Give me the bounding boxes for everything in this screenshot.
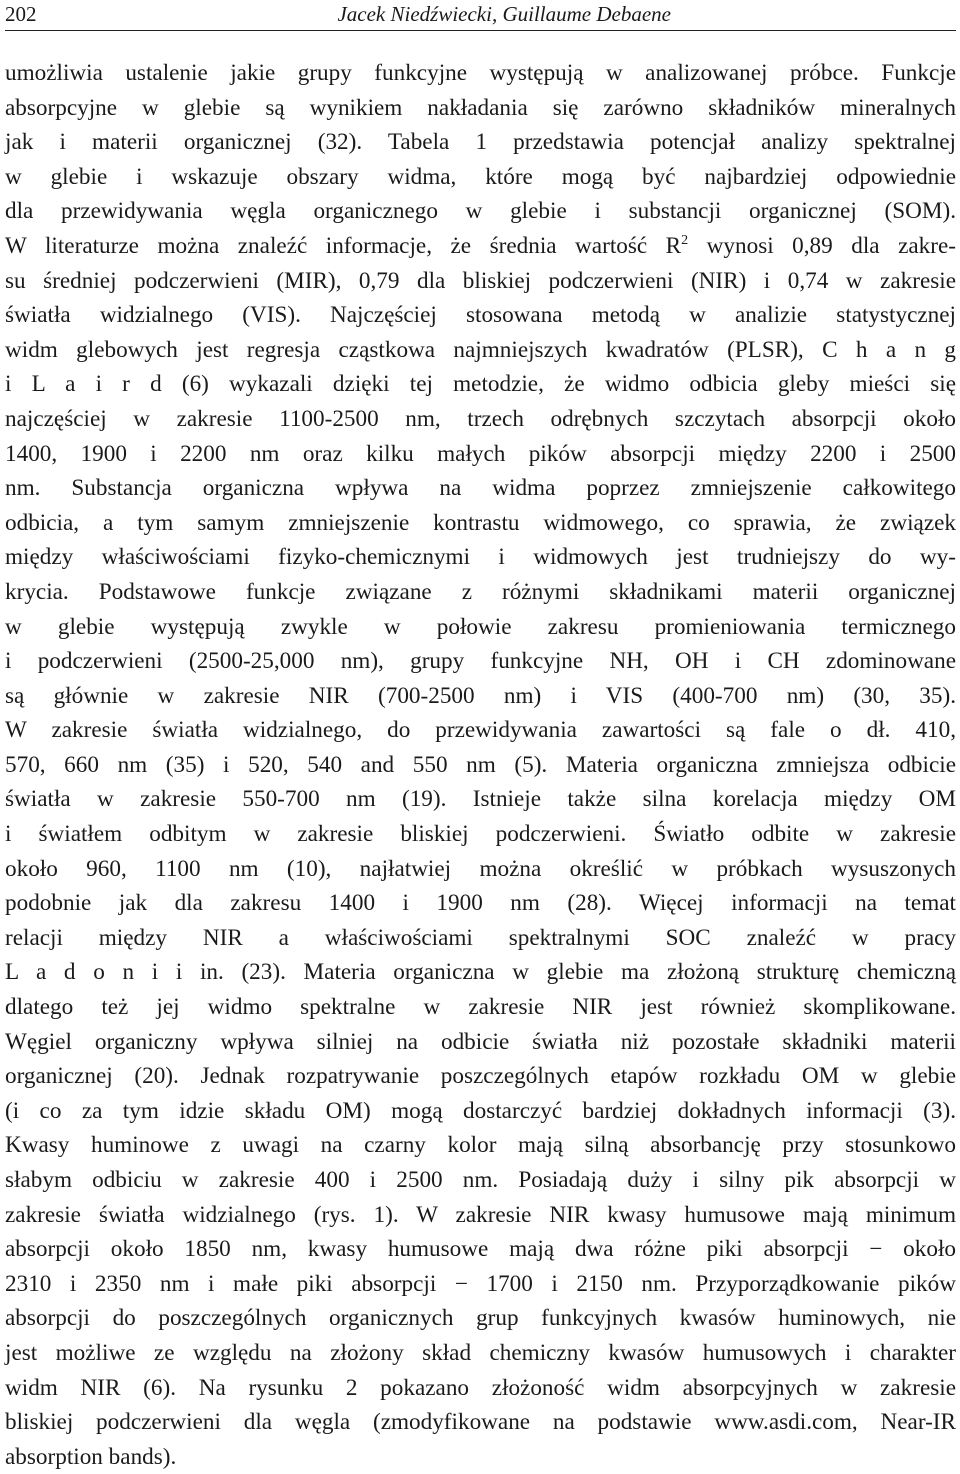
- text-line: w glebie i wskazuje obszary widma, które mogą być najbardziej odpowiednie: [5, 163, 956, 190]
- text-line: W zakresie światła widzialnego, do przewidywania zawartości są fale o dł. 410,: [5, 717, 956, 744]
- text-line: dla przewidywania węgla organicznego w glebie i substancji organicznej (SOM).: [5, 198, 956, 225]
- text-line: umożliwia ustalenie jakie grupy funkcyjne występują w analizowanej próbce. Funkcje: [5, 60, 956, 86]
- text-line: Węgiel organiczny wpływa silniej na odbicie światła niż pozostałe składniki materii: [5, 1028, 956, 1055]
- text-line: są głównie w zakresie NIR (700-2500 nm) i VIS (400-700 nm) (30, 35).: [5, 682, 956, 709]
- text-line: krycia. Podstawowe funkcje związane z różnymi składnikami materii organicznej: [5, 578, 956, 605]
- text-line: światła w zakresie 550-700 nm (19). Istnieje także silna korelacja między OM: [5, 786, 956, 813]
- page-number: 202: [5, 2, 37, 26]
- text-line: odbicia, a tym samym zmniejszenie kontrastu widmowego, co sprawia, że związek: [5, 509, 956, 536]
- text-line: absorption bands).: [5, 1443, 177, 1470]
- text-line: organicznej (20). Jednak rozpatrywanie poszczególnych etapów rozkładu OM w glebie: [5, 1063, 956, 1090]
- text-line: podobnie jak dla zakresu 1400 i 1900 nm (28). Więcej informacji na temat: [5, 890, 956, 917]
- text-run: W literaturze można znaleźć informacje, że średnia wartość R: [5, 232, 682, 259]
- text-line: jest możliwe ze względu na złożony skład chemiczny kwasów humusowych i charakter: [5, 1339, 956, 1366]
- text-line: absorpcji do poszczególnych organicznych grup funkcyjnych kwasów huminowych, nie: [5, 1305, 956, 1332]
- text-line: najczęściej w zakresie 1100-2500 nm, trzech odrębnych szczytach absorpcji około: [5, 405, 956, 432]
- text-line: między właściwościami fizyko-chemicznymi i widmowych jest trudniejszy do wy-: [5, 544, 956, 571]
- text-line: Kwasy huminowe z uwagi na czarny kolor mają silną absorbancję przy stosunkowo: [5, 1132, 956, 1159]
- text-line: jak i materii organicznej (32). Tabela 1 przedstawia potencjał analizy spektralnej: [5, 129, 956, 156]
- text-line: 570, 660 nm (35) i 520, 540 and 550 nm (5). Materia organiczna zmniejsza odbicie: [5, 751, 956, 778]
- page-header: [5, 0, 956, 31]
- text-line: światła widzialnego (VIS). Najczęściej stosowana metodą w analizie statystycznej: [5, 302, 956, 329]
- text-line: bliskiej podczerwieni dla węgla (zmodyfikowane na podstawie www.asdi.com, Near-IR: [5, 1409, 956, 1436]
- text-line: widm glebowych jest regresja cząstkowa najmniejszych kwadratów (PLSR), C h a n g: [5, 336, 956, 363]
- text-line: su średniej podczerwieni (MIR), 0,79 dla bliskiej podczerwieni (NIR) i 0,74 w zakresie: [5, 267, 956, 294]
- text-line: absorpcji około 1850 nm, kwasy humusowe mają dwa różne piki absorpcji − około: [5, 1236, 956, 1263]
- text-line: i światłem odbitym w zakresie bliskiej podczerwieni. Światło odbite w zakresie: [5, 821, 956, 848]
- text-line: słabym odbiciu w zakresie 400 i 2500 nm. Posiadają duży i silny pik absorpcji w: [5, 1167, 956, 1193]
- text-line: nm. Substancja organiczna wpływa na widma poprzez zmniejszenie całkowitego: [5, 475, 956, 502]
- text-line: [5, 229, 956, 264]
- text-line: widm NIR (6). Na rysunku 2 pokazano złożoność widm absorpcyjnych w zakresie: [5, 1374, 956, 1401]
- text-run: wynosi 0,89 dla zakre-: [688, 232, 956, 259]
- text-line: (i co za tym idzie składu OM) mogą dostarczyć bardziej dokładnych informacji (3).: [5, 1097, 956, 1124]
- text-line: zakresie światła widzialnego (rys. 1). W zakresie NIR kwasy humusowe mają minimum: [5, 1201, 956, 1228]
- body-paragraph: [5, 56, 956, 1474]
- text-line: i podczerwieni (2500-25,000 nm), grupy funkcyjne NH, OH i CH zdominowane: [5, 648, 956, 675]
- superscript: 2: [681, 232, 689, 248]
- text-line: i L a i r d (6) wykazali dzięki tej metodzie, że widmo odbicia gleby mieści się: [5, 371, 956, 398]
- text-line: L a d o n i i in. (23). Materia organiczna w glebie ma złożoną strukturę chemiczną: [5, 959, 956, 986]
- text-line: w glebie występują zwykle w połowie zakresu promieniowania termicznego: [5, 613, 956, 640]
- text-line: dlatego też jej widmo spektralne w zakresie NIR jest również skomplikowane.: [5, 994, 956, 1021]
- text-line: absorpcyjne w glebie są wynikiem nakładania się zarówno składników mineralnych: [5, 94, 956, 121]
- text-line: około 960, 1100 nm (10), najłatwiej można określić w próbkach wysuszonych: [5, 855, 956, 882]
- running-head-authors: Jacek Niedźwiecki, Guillaume Debaene: [337, 2, 671, 26]
- text-line: 1400, 1900 i 2200 nm oraz kilku małych pików absorpcji między 2200 i 2500: [5, 440, 956, 467]
- text-line: 2310 i 2350 nm i małe piki absorpcji − 1700 i 2150 nm. Przyporządkowanie pików: [5, 1270, 956, 1297]
- text-line: relacji między NIR a właściwościami spektralnymi SOC znaleźć w pracy: [5, 924, 956, 951]
